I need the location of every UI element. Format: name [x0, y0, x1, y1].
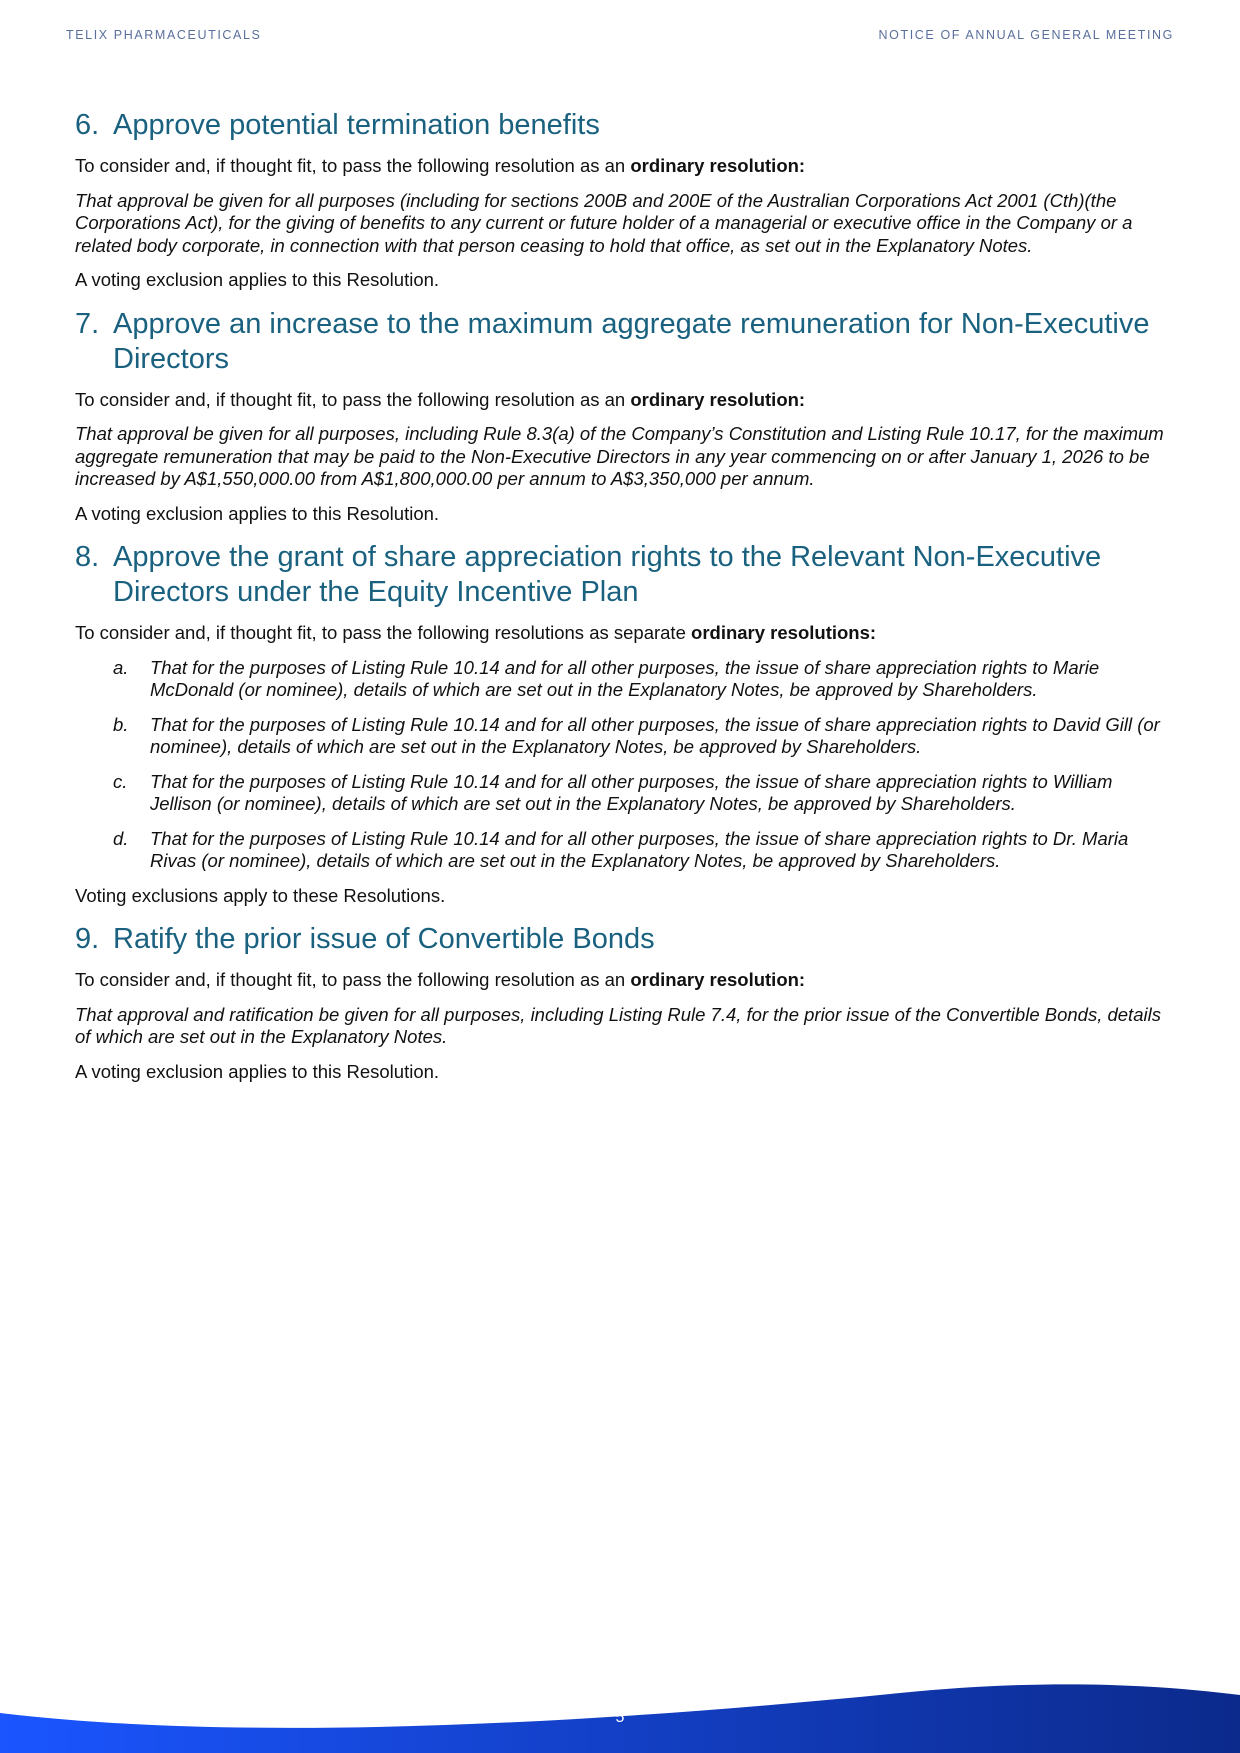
lead-bold-text: ordinary resolution:	[630, 969, 806, 990]
list-item-text: That for the purposes of Listing Rule 10.14 and for all other purposes, the issue of share appreciation rights to Dr. Maria Rivas (or nominee), details of which are set out in the Explanatory Notes, be approved by Shareholders.	[150, 827, 1129, 871]
resolution-lead	[75, 622, 1167, 645]
resolution-text: That approval and ratification be given for all purposes, including Listing Rule 7.4, for the prior issue of the Convertible Bonds, details of which are set out in the Explanatory Notes.	[75, 1003, 1161, 1047]
section-title: Ratify the prior issue of Convertible Bonds	[113, 923, 655, 955]
section-heading	[75, 307, 1167, 377]
lead-bold-text: ordinary resolution:	[630, 388, 806, 410]
section-heading	[75, 108, 1167, 143]
list-item-text: That for the purposes of Listing Rule 10.14 and for all other purposes, the issue of share appreciation rights to William Jellison (or nominee), details of which are set out in the Explanatory Notes, be approved by Shareholders.	[150, 770, 1113, 814]
resolution-section-8	[75, 540, 1167, 907]
list-item-letter: c.	[113, 770, 128, 792]
resolution-section-6	[75, 108, 1167, 292]
section-title: Approve the grant of share appreciation rights to the Relevant Non-Executive Directors under the Equity Incentive Plan	[113, 541, 1102, 608]
list-item	[113, 771, 1167, 816]
list-item-text: That for the purposes of Listing Rule 10.14 and for all other purposes, the issue of share appreciation rights to David Gill (or nominee), details of which are set out in the Explanatory Notes, be approved by Shareholders.	[150, 713, 1160, 757]
footer-wave	[0, 1663, 1240, 1753]
lead-bold-text: ordinary resolutions:	[691, 622, 877, 643]
voting-exclusion-note: Voting exclusions apply to these Resolutions.	[75, 884, 446, 906]
footer-wave-shape	[0, 1663, 1240, 1753]
resolution-lead	[75, 155, 1167, 178]
header-company-name: TELIX PHARMACEUTICALS	[66, 28, 262, 42]
list-item	[113, 828, 1167, 873]
lead-text: To consider and, if thought fit, to pass the following resolution as an	[75, 969, 626, 990]
running-header	[66, 28, 1174, 42]
lead-text: To consider and, if thought fit, to pass the following resolution as an	[75, 155, 626, 176]
voting-exclusion-note: A voting exclusion applies to this Resolution.	[75, 502, 440, 524]
lead-bold-text: ordinary resolution:	[630, 155, 806, 176]
list-item-letter: b.	[113, 713, 129, 735]
document-body	[75, 108, 1167, 1098]
header-document-title: NOTICE OF ANNUAL GENERAL MEETING	[878, 28, 1174, 42]
resolution-lead	[75, 969, 1167, 992]
list-item	[113, 657, 1167, 702]
section-title: Approve potential termination benefits	[113, 109, 600, 141]
section-heading	[75, 922, 1167, 957]
list-item-text: That for the purposes of Listing Rule 10.14 and for all other purposes, the issue of share appreciation rights to Marie McDonald (or nominee), details of which are set out in the Explanatory Notes, be approved by Shareholders.	[150, 656, 1100, 700]
section-number: 6.	[75, 109, 100, 141]
list-item-letter: a.	[113, 656, 129, 678]
section-title: Approve an increase to the maximum aggregate remuneration for Non-Executive Directors	[113, 307, 1150, 375]
voting-exclusion-note: A voting exclusion applies to this Resolution.	[75, 269, 440, 290]
lead-text: To consider and, if thought fit, to pass the following resolutions as separate	[75, 622, 686, 643]
resolution-text: That approval be given for all purposes (including for sections 200B and 200E of the Australian Corporations Act 2001 (Cth)(the Corporations Act), for the giving of benefits to any current or future holder of a managerial or executive office in the Company or a related body corporate, in connection with that person ceasing to hold that office, as set out in the Explanatory Notes.	[75, 189, 1133, 256]
section-number: 8.	[75, 541, 100, 573]
list-item-letter: d.	[113, 827, 129, 849]
lead-text: To consider and, if thought fit, to pass the following resolution as an	[75, 388, 626, 410]
section-heading	[75, 540, 1167, 610]
section-number: 9.	[75, 923, 100, 955]
resolution-lead	[75, 389, 1167, 412]
resolution-text: That approval be given for all purposes, including Rule 8.3(a) of the Company’s Constitution and Listing Rule 10.17, for the maximum aggregate remuneration that may be paid to the Non-Executive Directors in any year commencing on or after January 1, 2026 to be increased by A$1,550,000.00 from A$1,800,000.00 per annum to A$3,350,000 per annum.	[75, 423, 1164, 489]
resolution-section-7	[75, 307, 1167, 526]
list-item	[113, 714, 1167, 759]
resolution-section-9	[75, 922, 1167, 1083]
resolution-sublist	[75, 657, 1167, 873]
page-number: 5	[615, 1709, 625, 1726]
section-number: 7.	[75, 307, 100, 340]
voting-exclusion-note: A voting exclusion applies to this Resolution.	[75, 1060, 440, 1082]
